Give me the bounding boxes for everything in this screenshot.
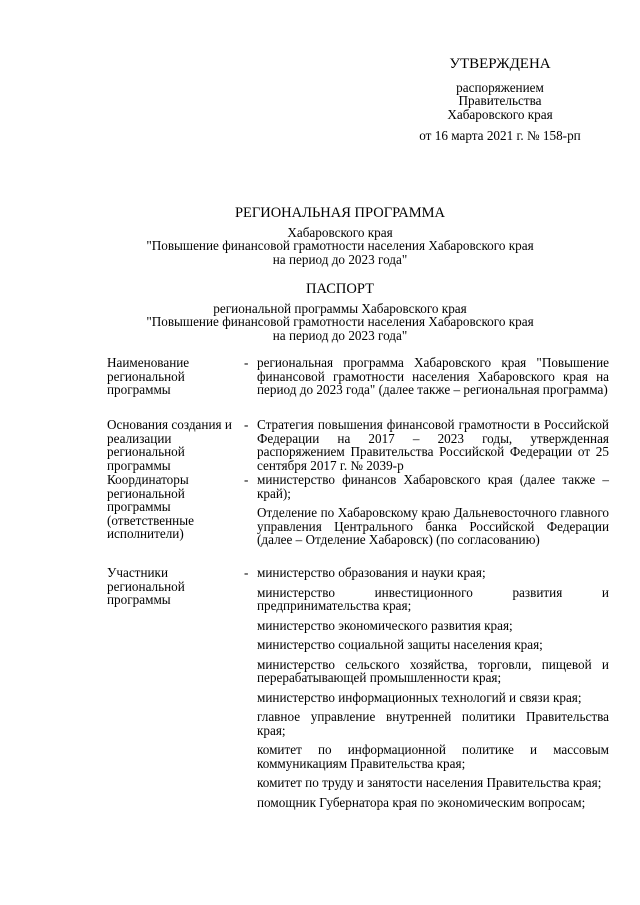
row-value-item: министерство информационных технологий и связи края; xyxy=(257,689,582,705)
row-label: Основания создания и реализации региональной программы xyxy=(107,417,232,473)
row-label: Наименование региональной программы xyxy=(107,355,190,397)
passport-subtitle-line: на период до 2023 года" xyxy=(272,327,408,343)
row-label: Участники региональной программы xyxy=(107,565,185,607)
row-value xyxy=(257,418,609,478)
row-dash: - xyxy=(244,472,249,487)
row-dash: - xyxy=(244,355,249,370)
program-title: РЕГИОНАЛЬНАЯ ПРОГРАММА xyxy=(234,205,446,221)
row-value-item: министерство сельского хозяйства, торговли, пищевой и перерабатывающей промышленности края; xyxy=(257,656,609,685)
row-dash: - xyxy=(244,417,249,432)
approval-title: УТВЕРЖДЕНА xyxy=(449,56,551,72)
row-value-item: министерство инвестиционного развития и предпринимательства края; xyxy=(257,584,609,613)
approval-line: Хабаровского края xyxy=(447,106,553,122)
row-value-item: Отделение по Хабаровскому краю Дальневосточного главного управления Центрального банка Российской Федерации (далее – Отделение Хабаровск) (по согласованию) xyxy=(257,505,609,547)
approval-date: от 16 марта 2021 г. № 158-рп xyxy=(419,128,581,143)
approval-block xyxy=(400,58,600,143)
row-value-item: Стратегия повышения финансовой грамотности в Российской Федерации на 2017 – 2023 годы, утвержденная распоряжением Правительства Российской Федерации от 25 сентября 2017 г. № 2039-р xyxy=(257,417,609,473)
program-header xyxy=(60,207,620,266)
row-value-item: министерство социальной защиты населения края; xyxy=(257,637,543,652)
passport-subtitle-line: "Повышение финансовой грамотности населения Хабаровского края xyxy=(146,314,534,329)
row-value xyxy=(257,356,609,403)
row-value xyxy=(257,473,609,553)
row-value-item: комитет по информационной политике и массовым коммуникациям Правительства края; xyxy=(257,742,609,771)
row-value-item: помощник Губернатора края по экономическим вопросам; xyxy=(257,794,586,810)
row-value xyxy=(257,566,609,815)
row-value-item: региональная программа Хабаровского края "Повышение финансовой грамотности населения Хабаровского края на период до 2023 года" (далее также – региональная программа) xyxy=(257,355,609,397)
row-value-item: министерство финансов Хабаровского края (далее также – край); xyxy=(257,472,609,501)
approval-line: распоряжением xyxy=(456,79,544,95)
program-subtitle-line: на период до 2023 года" xyxy=(272,251,408,267)
row-dash: - xyxy=(244,565,249,580)
row-value-item: комитет по труду и занятости населения Правительства края; xyxy=(257,775,602,790)
row-label: Координаторы региональной программы (ответственные исполнители) xyxy=(107,472,194,541)
program-subtitle-line: Хабаровского края xyxy=(287,224,393,240)
passport-header xyxy=(60,283,620,342)
row-value-item: министерство экономического развития края; xyxy=(257,617,513,633)
approval-line: Правительства xyxy=(458,93,542,108)
row-value-item: главное управление внутренней политики Правительства края; xyxy=(257,709,609,738)
passport-subtitle-line: региональной программы Хабаровского края xyxy=(213,300,467,316)
program-subtitle-line: "Повышение финансовой грамотности населения Хабаровского края xyxy=(146,238,534,253)
row-value-item: министерство образования и науки края; xyxy=(257,565,486,580)
passport-title: ПАСПОРТ xyxy=(306,281,374,297)
